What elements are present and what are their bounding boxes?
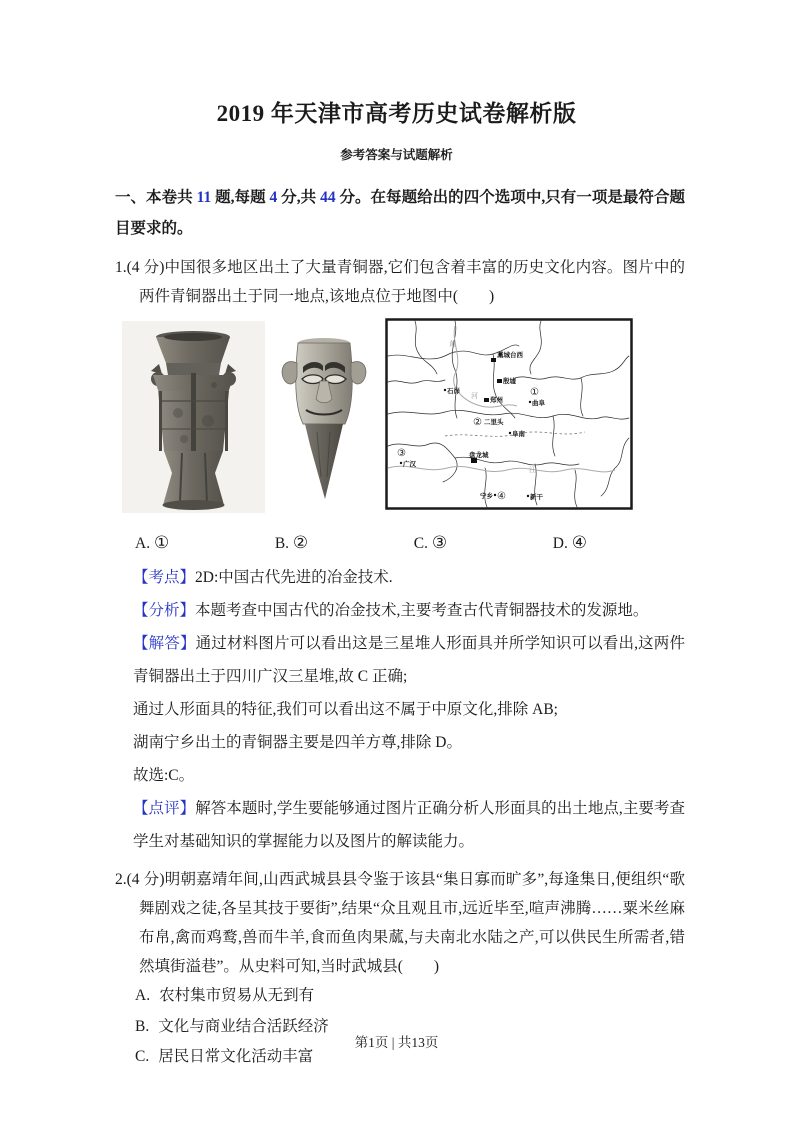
question-1-score: (4 分) <box>126 259 165 276</box>
section-text: 题,每题 <box>211 189 270 206</box>
question-2-number: 2. <box>115 871 127 888</box>
map-number-3: ③ <box>397 448 406 459</box>
fenxi-tag: 【分析】 <box>133 602 196 619</box>
jieda-line-1 <box>133 627 685 693</box>
option-c <box>414 533 447 553</box>
question-2-option-a <box>135 981 685 1012</box>
fenxi-line <box>133 594 685 627</box>
map-site-label: 二里头 <box>484 419 504 426</box>
map-number-4: ④ <box>497 491 506 502</box>
question-1-text <box>115 253 685 311</box>
option-c-value: ③ <box>431 533 448 552</box>
question-1-figures <box>115 318 685 518</box>
option-a-label: A. <box>135 987 151 1004</box>
map-river-label: 黄 <box>449 340 456 348</box>
option-d-value: ④ <box>571 533 587 552</box>
question-2-score: (4 分) <box>126 871 165 888</box>
question-1-number: 1. <box>115 259 127 276</box>
page-footer: 第1页 | 共13页 <box>354 1035 439 1050</box>
page-title: 2019 年天津市高考历史试卷解析版 <box>216 101 577 126</box>
kaodian-tag: 【考点】 <box>133 569 196 586</box>
section-number: 44 <box>320 189 336 206</box>
option-d-label: D. <box>552 535 568 552</box>
option-a <box>135 533 169 553</box>
question-1-options <box>135 533 587 553</box>
option-b-label: B. <box>135 1017 150 1035</box>
map-number-1: ① <box>530 387 539 398</box>
section-header <box>115 182 685 244</box>
map-site-label: 阜南 <box>512 431 525 438</box>
option-b-value: ② <box>292 533 309 552</box>
map-river-label: 江 <box>529 466 536 474</box>
option-a-label: A. <box>135 535 151 552</box>
map-site-label: 藁城台西 <box>497 352 523 359</box>
map-site-label: 宁乡 <box>480 493 493 500</box>
jieda-tag: 【解答】 <box>133 635 196 652</box>
map-river-label: 河 <box>471 392 478 400</box>
section-text: 分。在每题给出的四个选项中,只有一项是最符合题目要求的。 <box>115 189 685 237</box>
map-site-label: 新干 <box>530 494 543 501</box>
section-text: 一、本卷共 <box>115 189 197 206</box>
option-b-text: 文化与商业结合活跃经济 <box>158 1017 329 1035</box>
map-site-label: 广汉 <box>403 461 416 468</box>
dianping-tag: 【点评】 <box>133 800 196 817</box>
option-c-label: C. <box>413 535 429 552</box>
option-a-text: 农村集市贸易从无到有 <box>159 987 315 1004</box>
page-subtitle: 参考答案与试题解析 <box>340 148 453 162</box>
map-site-label: 曲阜 <box>532 400 545 407</box>
option-d <box>553 533 587 553</box>
kaodian-line <box>133 561 685 594</box>
bronze-vessel-image <box>122 321 265 513</box>
bronze-sites-map <box>385 318 633 510</box>
kaodian-text: 2D:中国古代先进的冶金技术. <box>195 569 393 586</box>
section-text: 分,共 <box>277 189 321 206</box>
section-number: 11 <box>196 189 212 206</box>
dianping-line <box>133 792 685 858</box>
option-b <box>275 533 308 553</box>
fenxi-text: 本题考查中国古代的冶金技术,主要考查古代青铜器技术的发源地。 <box>195 602 649 619</box>
map-number-2: ② <box>473 417 482 428</box>
option-c-label: C. <box>135 1048 150 1065</box>
map-site-label: 石峁 <box>447 388 460 395</box>
document-body <box>0 182 793 1073</box>
option-b-label: B. <box>274 535 290 552</box>
jieda-line-4: 故选:C。 <box>133 767 195 784</box>
jieda-line-2: 通过人形面具的特征,我们可以看出这不属于中原文化,排除 AB; <box>133 701 558 718</box>
section-number: 4 <box>269 189 278 206</box>
question-2-text <box>115 865 685 981</box>
map-site-label: 郑州 <box>490 397 503 404</box>
map-site-label: 盘龙城 <box>469 452 489 459</box>
map-site-label: 殷墟 <box>503 378 516 385</box>
option-a-value: ① <box>153 533 170 552</box>
question-2-stem: 明朝嘉靖年间,山西武城县县令鉴于该县“集日寡而旷多”,每逢集日,便组织“歌舞剧戏之徒,各呈其技于要街”,结果“众且观且市,远近毕至,喧声沸腾……粟米丝麻布帛,禽而鸡鹜,兽而牛羊,食而鱼肉果蓏,与夫南北水陆之产,可以供民生所需者,错然填街溢巷”。从史料可知,当时武城县( ) <box>139 871 685 975</box>
jieda-line-3: 湖南宁乡出土的青铜器主要是四羊方尊,排除 D。 <box>133 734 462 751</box>
jieda-text: 通过材料图片可以看出这是三星堆人形面具并所学知识可以看出,这两件青铜器出土于四川广汉三星堆,故 C 正确; <box>133 635 685 685</box>
bronze-head-image <box>272 327 376 505</box>
dianping-text: 解答本题时,学生要能够通过图片正确分析人形面具的出土地点,主要考查学生对基础知识的掌握能力以及图片的解读能力。 <box>133 800 685 850</box>
question-1-stem: 中国很多地区出土了大量青铜器,它们包含着丰富的历史文化内容。图片中的两件青铜器出土于同一地点,该地点位于地图中( ) <box>139 259 685 305</box>
option-c-text: 居民日常文化活动丰富 <box>158 1048 314 1065</box>
